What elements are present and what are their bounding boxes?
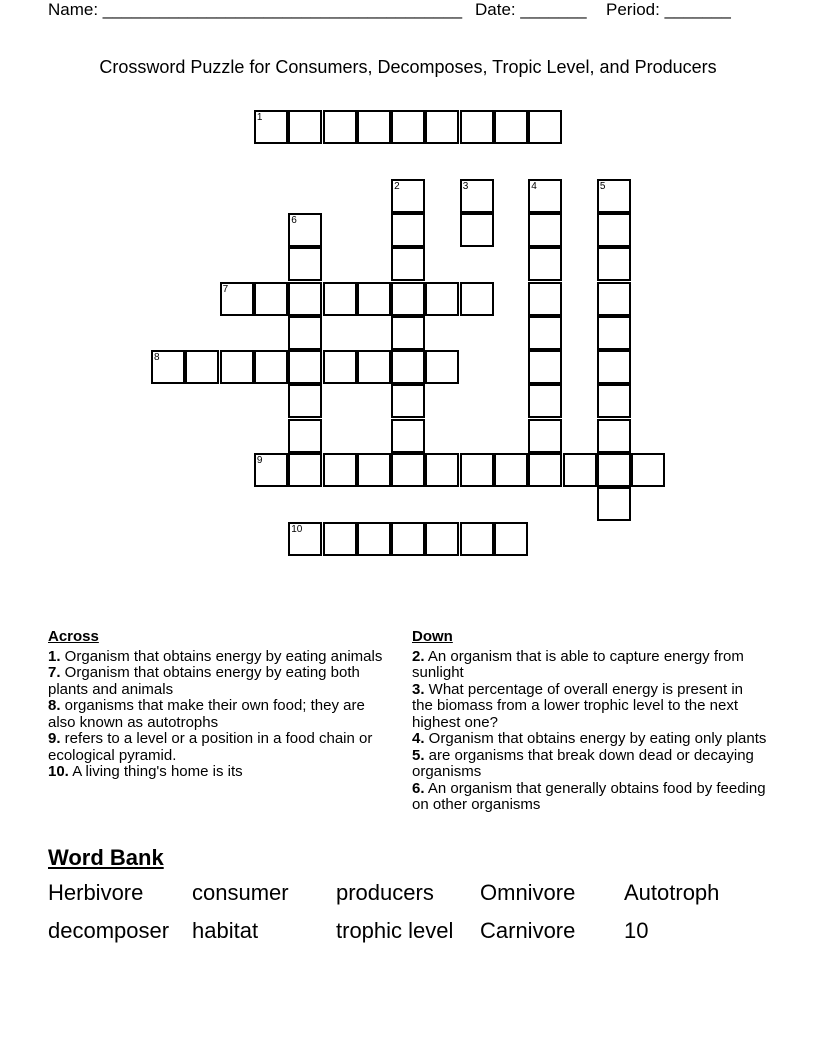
grid-cell[interactable]: [597, 213, 631, 247]
down-clue: [412, 731, 768, 748]
grid-cell[interactable]: [528, 247, 562, 281]
grid-cell[interactable]: [597, 316, 631, 350]
name-field: Name: ______________________________________: [48, 0, 463, 19]
across-clue: [48, 665, 393, 698]
grid-cell[interactable]: [288, 384, 322, 418]
grid-cell[interactable]: [391, 419, 425, 453]
grid-cell[interactable]: [597, 282, 631, 316]
grid-cell[interactable]: [460, 453, 494, 487]
grid-cell[interactable]: [597, 350, 631, 384]
word-bank-word: producers: [336, 880, 434, 905]
word-bank-word: Herbivore: [48, 880, 144, 905]
clue-text: are organisms that break down dead or decaying organisms: [412, 746, 754, 780]
grid-cell[interactable]: [288, 453, 322, 487]
clue-text: organisms that make their own food; they are also known as autotrophs: [48, 697, 365, 731]
grid-cell[interactable]: [460, 110, 494, 144]
clue-number: 7: [222, 283, 229, 295]
grid-cell[interactable]: [185, 350, 219, 384]
grid-cell[interactable]: [391, 213, 425, 247]
clue-number: 8.: [48, 697, 61, 714]
clue-number: 1.: [48, 647, 61, 665]
grid-cell[interactable]: [425, 453, 459, 487]
grid-cell[interactable]: [323, 453, 357, 487]
word-bank-word: 10: [624, 918, 649, 943]
grid-cell[interactable]: [460, 213, 494, 247]
grid-cell[interactable]: [528, 282, 562, 316]
grid-cell[interactable]: [288, 522, 322, 556]
clue-text: Organism that obtains energy by eating both plants and animals: [48, 664, 360, 698]
grid-cell[interactable]: [323, 282, 357, 316]
clue-text: Organism that obtains energy by eating animals: [60, 647, 383, 665]
down-clue: [412, 649, 768, 682]
word-bank-word: Carnivore: [480, 918, 576, 943]
word-bank-word: Omnivore: [480, 880, 576, 905]
clue-number: 10.: [48, 763, 69, 780]
grid-cell[interactable]: [288, 110, 322, 144]
grid-cell[interactable]: [597, 179, 631, 213]
clue-text: A living thing's home is its: [68, 763, 243, 780]
across-clue: [48, 764, 393, 781]
grid-cell[interactable]: [425, 522, 459, 556]
grid-cell[interactable]: [528, 384, 562, 418]
clue-text: An organism that is able to capture energy from sunlight: [412, 647, 744, 681]
clue-number: 6: [291, 214, 297, 226]
grid-cell[interactable]: [494, 110, 528, 144]
clue-number: 7.: [48, 664, 61, 681]
grid-cell[interactable]: [528, 316, 562, 350]
grid-cell[interactable]: [528, 350, 562, 384]
grid-cell[interactable]: [288, 350, 322, 384]
word-bank-word: trophic level: [336, 918, 454, 943]
grid-cell[interactable]: [563, 453, 597, 487]
grid-cell[interactable]: [494, 522, 528, 556]
grid-cell[interactable]: [357, 453, 391, 487]
clue-text: refers to a level or a position in a food chain or ecological pyramid.: [48, 730, 373, 764]
grid-cell[interactable]: [528, 179, 562, 213]
clue-number: 9: [256, 455, 263, 466]
word-bank-word: habitat: [192, 918, 259, 943]
grid-cell[interactable]: [597, 487, 631, 521]
across-clues: [48, 629, 393, 781]
grid-cell[interactable]: [288, 213, 322, 247]
grid-cell[interactable]: [391, 316, 425, 350]
grid-cell[interactable]: [288, 247, 322, 281]
grid-cell[interactable]: [288, 282, 322, 316]
grid-cell[interactable]: [220, 282, 254, 316]
clue-number: 9.: [48, 730, 61, 747]
grid-cell[interactable]: [597, 453, 631, 487]
grid-cell[interactable]: [323, 110, 357, 144]
across-clue: [48, 731, 393, 764]
clue-number: 6.: [412, 779, 425, 797]
across-clue-list: [48, 649, 393, 781]
grid-cell[interactable]: [391, 179, 425, 213]
grid-cell[interactable]: [391, 522, 425, 556]
grid-cell[interactable]: [254, 453, 288, 487]
clue-number: 1: [256, 112, 263, 123]
grid-cell[interactable]: [357, 110, 391, 144]
grid-cell[interactable]: [528, 213, 562, 247]
down-clue: [412, 781, 768, 814]
clue-number: 4.: [412, 730, 425, 747]
clue-number: 2.: [412, 647, 425, 665]
grid-cell[interactable]: [597, 419, 631, 453]
grid-cell[interactable]: [425, 350, 459, 384]
clue-number: 10: [291, 523, 303, 535]
period-field: Period: _______: [606, 0, 731, 19]
page-title: Crossword Puzzle for Consumers, Decomposes, Tropic Level, and Producers: [99, 57, 717, 77]
grid-cell[interactable]: [391, 247, 425, 281]
grid-cell[interactable]: [323, 522, 357, 556]
grid-cell[interactable]: [254, 110, 288, 144]
word-bank-word: decomposer: [48, 918, 170, 943]
grid-cell[interactable]: [597, 384, 631, 418]
across-clue: [48, 649, 393, 666]
clue-number: 3.: [412, 680, 425, 698]
word-bank-word: consumer: [192, 880, 289, 905]
grid-cell[interactable]: [460, 522, 494, 556]
grid-cell[interactable]: [254, 282, 288, 316]
word-bank-title: Word Bank: [48, 845, 164, 870]
clue-text: What percentage of overall energy is present in the biomass from a lower trophic level to the next highest one?: [412, 680, 744, 731]
grid-cell[interactable]: [528, 453, 562, 487]
down-heading: Down: [412, 628, 453, 645]
clue-number: 5.: [412, 746, 425, 764]
clue-number: 3: [462, 180, 469, 192]
grid-cell[interactable]: [460, 179, 494, 213]
clue-number: 4: [531, 180, 537, 192]
grid-cell[interactable]: [528, 110, 562, 144]
clue-text: Organism that obtains energy by eating only plants: [424, 730, 767, 747]
grid-cell[interactable]: [151, 350, 185, 384]
clue-number: 8: [154, 352, 160, 364]
grid-cell[interactable]: [425, 282, 459, 316]
grid-cell[interactable]: [494, 453, 528, 487]
grid-cell[interactable]: [357, 282, 391, 316]
grid-cell[interactable]: [391, 110, 425, 144]
down-clue: [412, 682, 768, 732]
grid-cell[interactable]: [357, 350, 391, 384]
grid-cell[interactable]: [391, 282, 425, 316]
grid-cell[interactable]: [631, 453, 665, 487]
clue-text: An organism that generally obtains food by feeding on other organisms: [412, 779, 766, 813]
down-clue: [412, 748, 768, 781]
grid-cell[interactable]: [391, 350, 425, 384]
word-bank-word: Autotroph: [624, 880, 720, 905]
grid-cell[interactable]: [460, 282, 494, 316]
date-field: Date: _______: [475, 0, 587, 19]
grid-cell[interactable]: [357, 522, 391, 556]
grid-cell[interactable]: [528, 419, 562, 453]
clue-number: 2: [394, 180, 400, 192]
grid-cell[interactable]: [220, 350, 254, 384]
across-clue: [48, 698, 393, 731]
across-heading: Across: [48, 628, 99, 645]
grid-cell[interactable]: [254, 350, 288, 384]
clue-number: 5: [599, 180, 606, 192]
grid-cell[interactable]: [391, 453, 425, 487]
grid-cell[interactable]: [425, 110, 459, 144]
grid-cell[interactable]: [288, 419, 322, 453]
down-clue-list: [412, 649, 768, 814]
grid-cell[interactable]: [391, 384, 425, 418]
grid-cell[interactable]: [288, 316, 322, 350]
grid-cell[interactable]: [597, 247, 631, 281]
down-clues: [412, 629, 768, 814]
grid-cell[interactable]: [323, 350, 357, 384]
